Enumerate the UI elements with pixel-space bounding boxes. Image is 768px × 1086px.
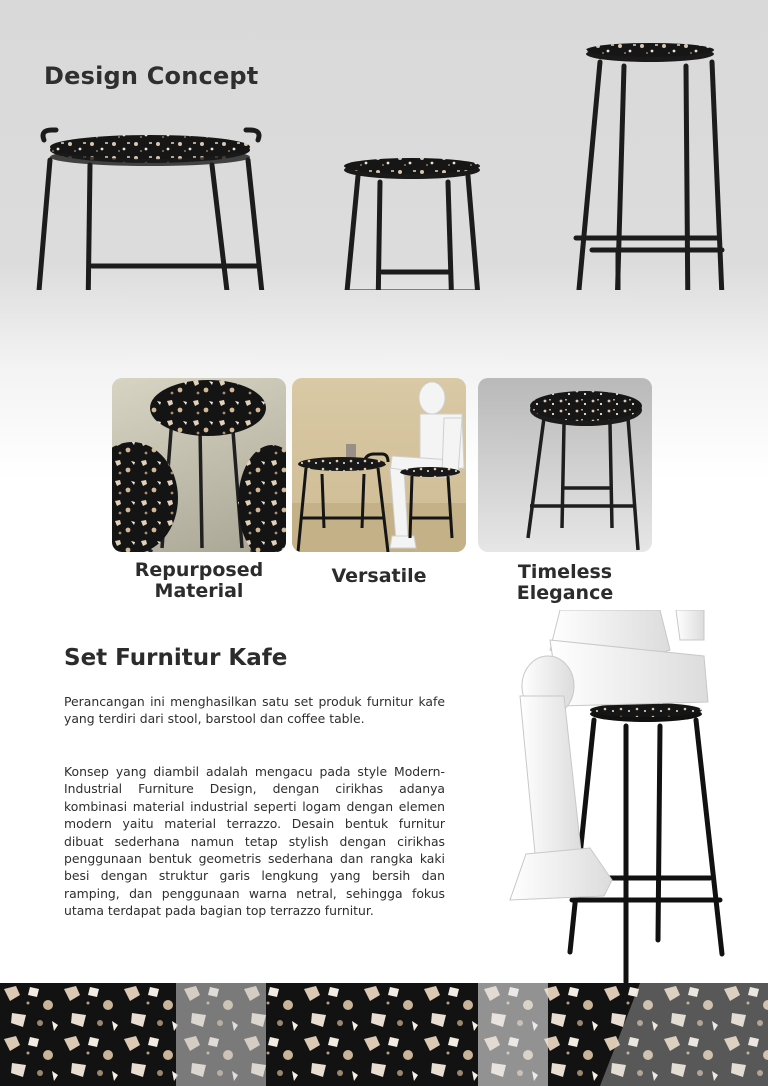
single-stool-photo: [478, 378, 652, 552]
page-title: Design Concept: [44, 62, 259, 90]
intro-paragraph: Perancangan ini menghasilkan satu set produk furnitur kafe yang terdiri dari stool, barstool dan coffee table.: [64, 694, 445, 727]
feature-label-timeless: Timeless Elegance: [516, 561, 614, 604]
mannequin-barstool-image: [490, 610, 768, 985]
terrazzo-stools-photo: [112, 378, 286, 552]
feature-card-versatile: [292, 378, 466, 552]
terrazzo-texture-image: [0, 983, 768, 1086]
concept-paragraph: Konsep yang diambil adalah mengacu pada style Modern-Industrial Furniture Design, dengan cirikhas adanya kombinasi material industrial seperti logam dengan elemen modern yaitu material terrazzo. Desain bentuk furnitur dibuat sederhana namun tetap stylish dengan cirikhas penggunaan bentuk geometris sederhana dan rangka kaki besi dengan struktur garis lengkung yang bersih dan ramping, dan penggunaan warna netral, sehingga fokus utama terdapat pada bagian top terrazzo furnitur.: [64, 764, 445, 919]
terrazzo-texture-strip: [0, 983, 768, 1086]
section-title: Set Furnitur Kafe: [64, 645, 288, 671]
cafe-set-photo: [292, 378, 466, 552]
feature-card-timeless: [478, 378, 652, 552]
feature-label-versatile: Versatile: [331, 565, 427, 587]
feature-label-repurposed: Repurposed Material: [134, 559, 264, 602]
feature-card-repurposed: [112, 378, 286, 552]
